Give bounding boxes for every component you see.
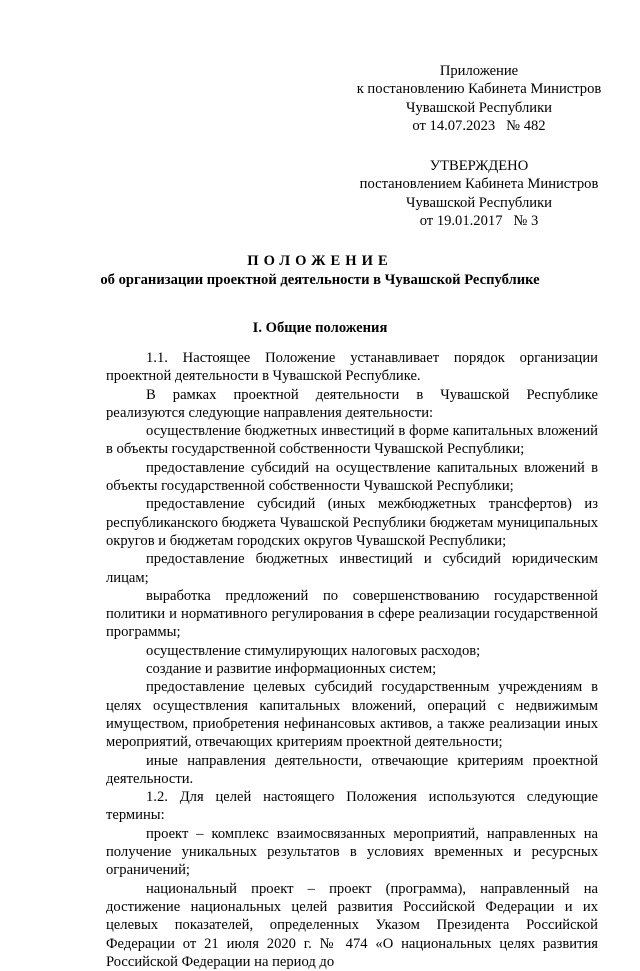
paragraph: 1.1. Настоящее Положение устанавливает порядок организации проектной деятельности в Чувашской Республике. [106, 350, 598, 385]
paragraph: предоставление целевых субсидий государственным учреждениям в целях осуществления капитальных вложений, операций с недвижимым имуществом, приобретения нефинансовых активов, а также реализации иных мероприятий, отвечающих критериям проектной деятельности; [106, 679, 598, 751]
paragraph: предоставление бюджетных инвестиций и субсидий юридическим лицам; [106, 551, 598, 586]
appendix-line: Приложение [439, 63, 519, 79]
paragraph: предоставление субсидий (иных межбюджетных трансфертов) из республиканского бюджета Чувашской Республики бюджетам муниципальных округов и бюджетам городских округов Чувашской Республики; [106, 496, 598, 549]
appendix-line: от 14.07.2023 № 482 [412, 117, 546, 134]
approval-line: постановлением Кабинета Министров [359, 176, 599, 193]
paragraph: предоставление субсидий на осуществление капитальных вложений в объекты государственной собственности Чувашской Республики; [106, 459, 598, 495]
appendix-line: к постановлению Кабинета Министров [356, 81, 602, 98]
document-subtitle: об организации проектной деятельности в Чувашской Республике [100, 272, 540, 288]
paragraph: иные направления деятельности, отвечающие критериям проектной деятельности. [106, 752, 598, 787]
approval-line: Чувашской Республики [406, 194, 552, 211]
paragraph: осуществление стимулирующих налоговых расходов; [146, 642, 481, 659]
paragraph: выработка предложений по совершенствованию государственной политики и нормативного регулирования в сфере реализации государственной программы; [106, 587, 598, 641]
paragraph: создание и развитие информационных систем; [146, 661, 437, 678]
document-title: ПОЛОЖЕНИЕ [247, 253, 393, 269]
appendix-stamp [350, 62, 608, 135]
appendix-line: Чувашской Республики [406, 99, 552, 116]
approval-line: УТВЕРЖДЕНО [429, 158, 529, 174]
approval-stamp [350, 157, 608, 230]
paragraph: проект – комплекс взаимосвязанных мероприятий, направленных на получение уникальных результатов в условиях временных и ресурсных ограничений; [106, 825, 598, 879]
document-body [106, 349, 598, 971]
approval-line: от 19.01.2017 № 3 [419, 212, 539, 229]
section-heading: I. Общие положения [252, 320, 388, 336]
paragraph: В рамках проектной деятельности в Чувашской Республике реализуются следующие направления деятельности: [106, 386, 598, 421]
paragraph: осуществление бюджетных инвестиций в форме капитальных вложений в объекты государственной собственности Чувашской Республики; [106, 423, 598, 458]
paragraph: национальный проект – проект (программа), направленный на достижение национальных целей развития Российской Федерации и их целевых показателей, определенных Указом Президента Российской Федерации от 21 июля 2020 г. № 474 «О национальных целях развития Российской Федерации на период до [106, 880, 598, 970]
paragraph: 1.2. Для целей настоящего Положения используются следующие термины: [106, 789, 598, 824]
